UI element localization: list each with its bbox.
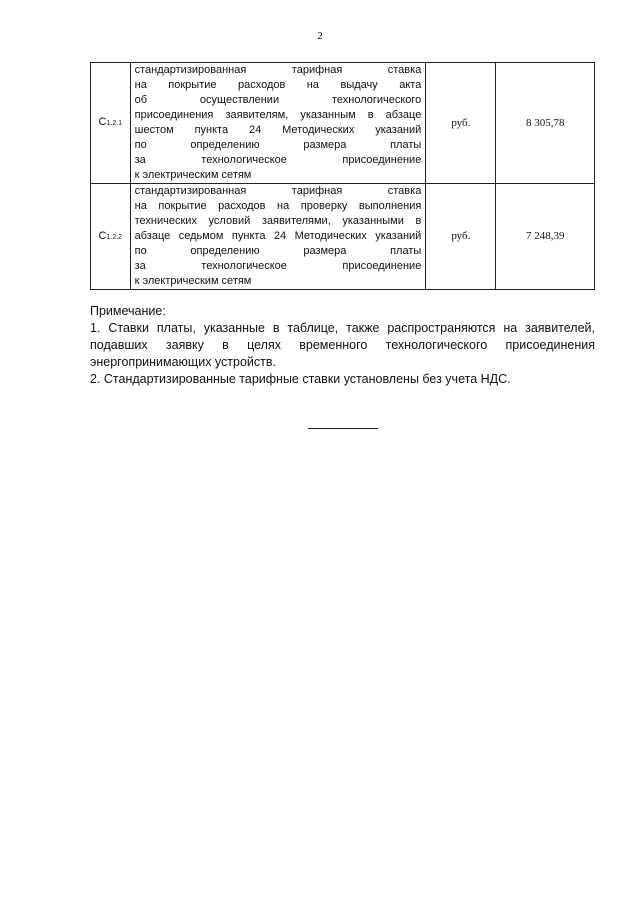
description-line: за технологическое присоединение [134,154,422,166]
notes-heading: Примечание: [90,304,166,318]
description-line: за технологическое присоединение [134,260,422,272]
description-line: на покрытие расходов на выдачу акта [134,79,422,91]
tariff-table [90,62,595,290]
note-line: энергопринимающих устройств. [90,355,276,369]
rate-unit: руб. [426,184,496,290]
rate-code [91,63,131,184]
rate-code-subscript: 1.2.2 [106,233,123,241]
rate-value: 8 305,78 [496,63,595,184]
description-line: об осуществлении технологического [134,94,422,106]
description-line: шестом пункта 24 Методических указаний [134,124,422,136]
description-line: на покрытие расходов на проверку выполнения [134,200,422,212]
rate-code-letter: С [98,229,107,242]
end-of-document-rule [308,428,378,429]
table-row [91,63,595,184]
description-line: по определению размера платы [134,245,422,257]
rate-code [91,184,131,290]
rate-code-subscript: 1.2.1 [106,120,123,127]
rate-code-letter: С [98,116,107,128]
note-1 [90,320,595,371]
description-line: стандартизированная тарифная ставка [134,64,422,76]
description-line: технических условий заявителями, указанными в [134,215,422,227]
description-line: к электрическим сетям [134,169,252,181]
table-row [91,184,595,290]
description-line: присоединения заявителям, указанным в абзаце [134,109,422,121]
note-line: 1. Ставки платы, указанные в таблице, также распространяются на заявителей, [90,321,595,335]
rate-description [130,184,426,290]
rate-description [130,63,426,184]
note-line: подавших заявку в целях временного технологического присоединения [90,338,595,352]
description-line: стандартизированная тарифная ставка [134,185,422,197]
note-2: 2. Стандартизированные тарифные ставки установлены без учета НДС. [90,372,511,386]
rate-value: 7 248,39 [496,184,595,290]
description-line: по определению размера платы [134,139,422,151]
notes-section [90,303,595,388]
description-line: к электрическим сетям [134,275,252,287]
rate-unit: руб. [426,63,496,184]
description-line: абзаце седьмом пункта 24 Методических указаний [134,230,422,242]
page-number: 2 [317,30,323,42]
